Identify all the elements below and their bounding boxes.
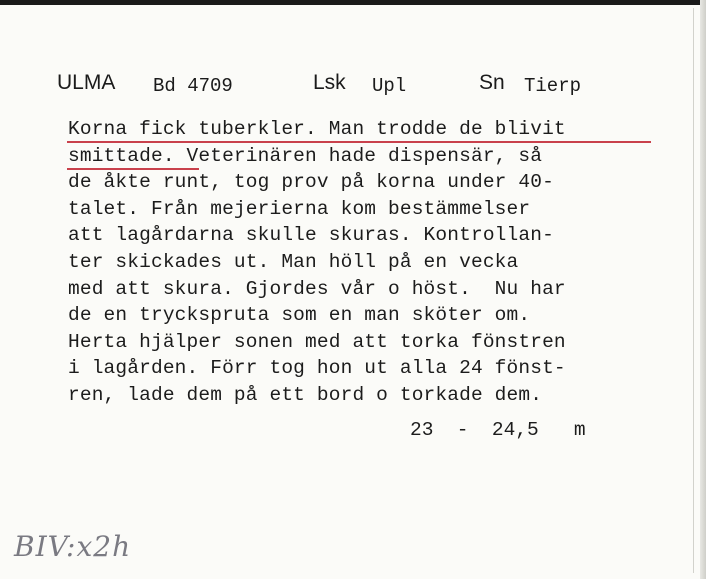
- text-line: talet. Från mejerierna kom bestämmelser: [68, 197, 531, 220]
- text-line: med att skura. Gjordes vår o höst. Nu har: [68, 277, 566, 300]
- sn-label: Sn: [479, 71, 505, 94]
- ulma-label: ULMA: [57, 71, 116, 94]
- text-line: i lagården. Förr tog hon ut alla 24 fönst-: [68, 357, 566, 380]
- text-line: ter skickades ut. Man höll på en vecka: [68, 250, 519, 273]
- text-line: Herta hjälper sonen med att torka fönstren: [68, 330, 566, 353]
- lsk-label: Lsk: [313, 71, 346, 94]
- text-line: Korna fick tuberkler. Man trodde de blivit: [68, 118, 566, 140]
- measurement-range: 23 - 24,5 m: [410, 419, 586, 441]
- lsk-value: Upl: [372, 75, 407, 97]
- card-header: [0, 71, 706, 101]
- bd-number: Bd 4709: [153, 75, 233, 97]
- handwritten-signature: BIV:x2h: [14, 530, 132, 563]
- text-line: de en tryckspruta som en man sköter om.: [68, 304, 531, 327]
- text-line: smittade. Veterinären hade dispensär, så: [68, 144, 543, 167]
- scan-top-edge: [0, 0, 706, 5]
- sn-value: Tierp: [524, 75, 582, 97]
- card-body-text: [68, 116, 668, 409]
- text-line: ren, lade dem på ett bord o torkade dem.: [68, 383, 543, 406]
- text-line: de åkte runt, tog prov på korna under 40-: [68, 171, 554, 194]
- text-line: att lagårdarna skulle skuras. Kontrollan-: [68, 224, 554, 247]
